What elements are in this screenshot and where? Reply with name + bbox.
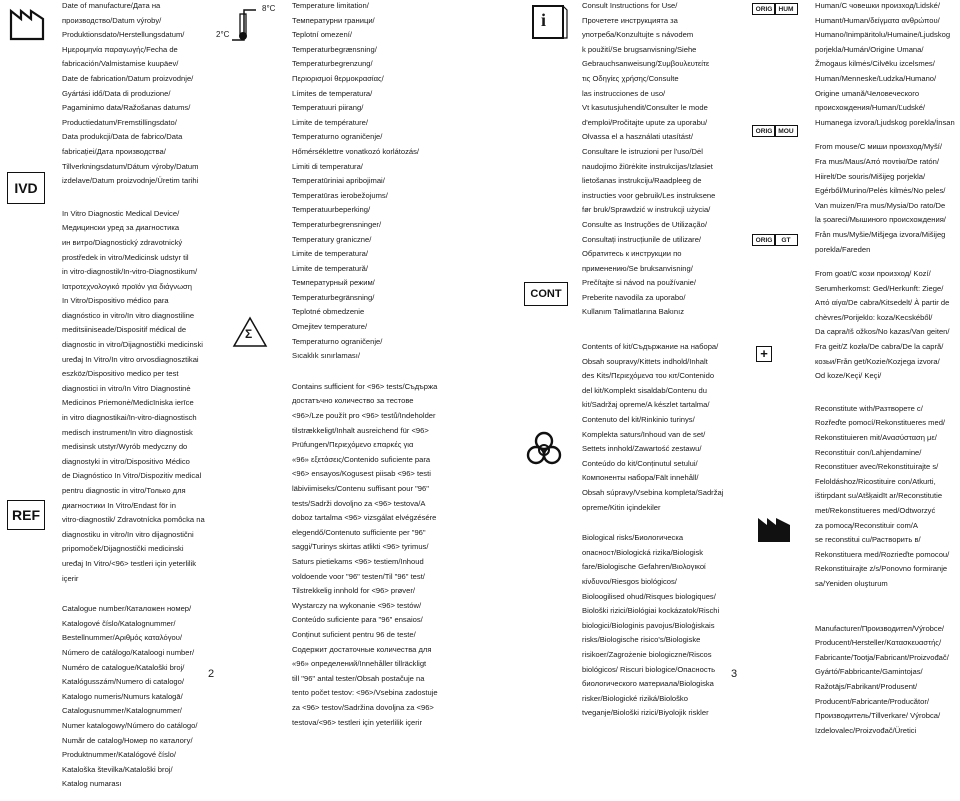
text-line: Humanega izvora/Ljudskog porekla/İnsan — [815, 117, 955, 127]
text-line: ištirpdant su/Atšķaidīt ar/Reconstitutie — [815, 491, 943, 501]
text-line: In Vitro/Dispositivo médico para — [62, 296, 169, 306]
text-line: za <96> testov/Sadržina dovoljna za <96> — [292, 702, 434, 712]
text-line: läbiviimiseks/Contenu suffisant pour "96" — [292, 484, 429, 493]
text-line: Serumherkomst: Ged/Herkunft: Ziege/ — [815, 283, 944, 293]
text-line: Van muizen/Fra mus/Mysia/Do rato/De — [815, 200, 946, 210]
text-line: uređaj In Vitro/<96> testleri için yeterlilik — [62, 558, 197, 568]
text-line: Human/С човешки произход/Lidské/ — [815, 1, 940, 10]
text-line: диагностики In Vitro/Endast för in — [62, 500, 176, 510]
text-line: Temperatūriniai apribojimai/ — [292, 176, 385, 186]
text-line: Bioloogilised ohud/Risques biologiques/ — [582, 591, 716, 601]
text-line: ин витро/Diagnostický zdravotnický — [62, 237, 183, 247]
text-line: производство/Datum výroby/ — [62, 15, 162, 25]
biohazard-icon — [523, 430, 565, 470]
orig-hum-tag — [752, 3, 776, 15]
text-line: Hőmérséklettre vonatkozó korlátozás/ — [292, 146, 420, 156]
text-line: Fra mus/Maus/Από ποντίκι/De ratón/ — [815, 156, 939, 166]
text-line: Data produkcji/Data de fabrico/Data — [62, 132, 183, 142]
column-page2-right — [292, 0, 464, 739]
text-line: elegendő/Contenuto sufficiente per "96" — [292, 527, 426, 537]
text-line: Producent/Fabricante/Producător/ — [815, 696, 929, 706]
text-line: opreme/Kitin içindekiler — [582, 502, 661, 512]
orig-label: ORIG — [755, 127, 773, 135]
text-line: Sıcaklık sınırlaması/ — [292, 351, 360, 361]
text-line: Feloldáshoz/Ricostituire con/Atkurti, — [815, 476, 936, 486]
cont-label: CONT — [530, 288, 562, 300]
text-line: Număr de catalog/Номер по каталогу/ — [62, 735, 193, 745]
gt-label: GT — [781, 236, 791, 244]
text-line: Tillverkningsdatum/Dátum výroby/Datum — [62, 161, 199, 171]
text-line: Bestellnummer/Αριθμός καταλόγου/ — [62, 633, 182, 643]
text-line: biológicos/ Riscuri biologice/Опасность — [582, 664, 716, 674]
text-line: Número de catálogo/Katalоogi number/ — [62, 647, 195, 657]
text-line: <96>/Lze použít pro <96> testů/Indeholder — [292, 411, 436, 421]
text-line: <96> ensayos/Kogusest piisab <96> testi — [292, 469, 431, 479]
sigma-label: Σ — [245, 327, 253, 341]
ivd-symbol — [7, 172, 45, 204]
text-line: Saturs pietiekams <96> testiem/Inhoud — [292, 556, 424, 566]
text-line: medisinsk utstyr/Wyrób medyczny do — [62, 442, 188, 452]
text-line: prostředek in vitro/Medicinsk udstyr til — [62, 252, 189, 262]
text-block — [62, 602, 214, 792]
text-line: Settets innhold/Zawartość zestawu/ — [582, 444, 702, 454]
text-line: Temperaturno ograničenje/ — [292, 132, 383, 142]
orig-label: ORIG — [755, 236, 773, 244]
page-number-2: 2 — [208, 668, 215, 680]
text-line: Температурный режим/ — [292, 278, 375, 288]
info-letter: i — [541, 10, 547, 30]
text-line: de Diagnóstico In Vitro/Dispozitiv medical — [62, 471, 202, 481]
text-block — [815, 0, 960, 130]
text-line: Katalogové číslo/Katalognummer/ — [62, 618, 176, 628]
text-line: Katalógusszám/Numero di catalogo/ — [62, 677, 184, 687]
text-line: Rekonstituieren mit/Ανασύσταση με/ — [815, 433, 937, 443]
text-line: Από αίγα/De cabra/Kitsedelt/ À partir de — [815, 298, 950, 308]
text-line: pentru diagnostic in vitro/Только для — [62, 486, 186, 495]
text-line: Περιορισμοί θερμοκρασίας/ — [292, 73, 384, 83]
text-line: se reconstitui cu/Растворить в/ — [815, 535, 921, 545]
text-line: d'emploi/Pročitajte upute za uporabu/ — [582, 117, 708, 127]
text-line: Prečítajte si návod na používanie/ — [582, 278, 696, 288]
text-line: Temperatuurbeperking/ — [292, 205, 371, 215]
text-line: sa/Yeniden oluşturum — [815, 578, 888, 588]
text-block — [815, 267, 960, 384]
mou-tag — [774, 125, 798, 137]
text-line: Producent/Hersteller/Κατασκευαστής/ — [815, 638, 942, 648]
text-line: Температурни граници/ — [292, 15, 375, 25]
text-line: Conteúdo suficiente para "96" ensaios/ — [292, 615, 423, 625]
text-line: za pomocą/Reconstituir com/A — [815, 520, 918, 530]
text-block — [62, 0, 214, 189]
manufacturer-icon — [756, 514, 792, 544]
text-line: porekla/Fareden — [815, 244, 871, 254]
text-line: testova/<96> testleri için yeterlilik içerir — [292, 717, 422, 727]
text-line: Teplotné obmedzenie — [292, 307, 365, 317]
text-line: Temperaturbegrensninger/ — [292, 219, 382, 229]
text-line: met/Rekonstitueres med/Odtworzyć — [815, 506, 936, 515]
text-line: Rozřeďte pomocí/Rekonstitueres med/ — [815, 418, 946, 428]
mou-label: MOU — [778, 127, 794, 135]
text-line: in vitro diagnostikai/In-vitro-diagnostisch — [62, 413, 197, 423]
text-line: применению/Se bruksanvisning/ — [582, 263, 693, 273]
column-page3-left — [582, 0, 742, 730]
text-block — [815, 622, 960, 739]
text-line: Date de fabrication/Datum proizvodnje/ — [62, 73, 194, 83]
text-line: diagnostyki in vitro/Dispositivo Médico — [62, 456, 190, 466]
text-line: vitro-diagnostik/ Zdravotnícka pomôcka na — [62, 515, 205, 525]
text-line: Temperatūras ierobežojums/ — [292, 190, 388, 200]
text-block — [815, 402, 960, 592]
text-line: Tilstrekkelig innhold for <96> prøver/ — [292, 586, 415, 596]
text-line: Human/Menneske/Ludzka/Humano/ — [815, 73, 937, 83]
text-line: Prüfungen/Περιεχόμενο επαρκές για — [292, 440, 414, 450]
text-line: Pagaminimo data/Ražošanas datums/ — [62, 103, 191, 113]
text-line: Katalogo numeris/Numurs katalogā/ — [62, 691, 183, 701]
reconstitute-symbol — [756, 346, 772, 362]
orig-gt-tag — [752, 234, 776, 246]
text-line: Consult Instructions for Use/ — [582, 1, 678, 10]
text-line: la șoareci/Мышиного происхождения/ — [815, 215, 946, 225]
text-line: достатъчно количество за тестове — [292, 396, 414, 406]
text-line: Productiedatum/Fremstillingsdato/ — [62, 117, 177, 127]
text-line: instructies voor gebruik/Les instruksene — [582, 190, 716, 200]
text-line: Производитель/Tillverkare/ Výrobca/ — [815, 711, 941, 721]
text-line: Содержит достаточные количества для — [292, 644, 432, 654]
text-line: Od koze/Keçi/ Keçi/ — [815, 371, 882, 381]
text-line: опасност/Biologická rizika/Biologisk — [582, 547, 704, 557]
text-line: fabricației/Дата производства/ — [62, 146, 166, 156]
text-line: risks/Biologische risico's/Biologiske — [582, 635, 701, 645]
text-line: Consultare le istruzioni per l'uso/Dėl — [582, 146, 703, 156]
text-line: Ražotājs/Fabrikant/Produsent/ — [815, 681, 918, 691]
text-line: içerir — [62, 573, 79, 583]
text-line: Humano/Inimpäritolu/Humaine/Ljudskog — [815, 30, 951, 40]
text-line: diagnostiku in vitro/In vitro dijagnostični — [62, 529, 194, 539]
temperature-high-label: 8°C — [262, 4, 276, 13]
text-line: Temperatury graniczne/ — [292, 234, 372, 244]
ref-symbol — [7, 500, 45, 530]
text-line: uređaj In Vitro/In vitro orvosdiagnosztikai — [62, 354, 199, 364]
text-line: Temperaturbegrænsning/ — [292, 44, 377, 54]
text-line: Från mus/Myšie/Mišjega izvora/Mišijeg — [815, 229, 946, 239]
text-line: Catalogue number/Каталожен номер/ — [62, 604, 192, 614]
text-block — [62, 207, 214, 586]
text-line: Numéro de catalogue/Kataloški broj/ — [62, 662, 185, 672]
text-line: Limite de température/ — [292, 117, 368, 127]
text-line: diagnostic in vitro/Dijagnostički medicinski — [62, 340, 203, 350]
text-line: κίνδυνοι/Riesgos biológicos/ — [582, 576, 677, 586]
text-line: τις Οδηγίες χρήσης/Consulte — [582, 73, 679, 83]
text-line: Rekonstituera med/Rozrieďte pomocou/ — [815, 549, 950, 559]
text-line: Медицински уред за диагностика — [62, 223, 180, 233]
text-block — [582, 0, 742, 320]
text-line: Temperaturbegränsning/ — [292, 292, 375, 302]
orig-label: ORIG — [755, 5, 773, 13]
text-line: Reconstituir con/Lahjendamine/ — [815, 447, 922, 457]
text-line: Temperaturbegrenzung/ — [292, 59, 373, 69]
text-line: Fra geit/Z kozła/De cabra/De la capră/ — [815, 342, 944, 352]
info-book-icon — [525, 4, 571, 40]
text-line: Contains sufficient for <96> tests/Съдържа — [292, 381, 438, 391]
text-line: In Vitro Diagnostic Medical Device/ — [62, 208, 180, 218]
text-line: naudojimo žiūrėkite instrukcijas/Izlasiet — [582, 161, 713, 171]
text-line: tento počet testov: <96>/Vsebina zadostuje — [292, 688, 438, 698]
text-line: tests/Sadrži dovoljno za <96> testova/A — [292, 498, 426, 508]
text-block — [292, 0, 464, 364]
hum-label: HUM — [778, 5, 794, 13]
text-line: Teplotní omezení/ — [292, 30, 352, 40]
text-line: diagnóstico in vitro/In vitro diagnostiline — [62, 310, 195, 320]
text-line: tveganje/Biološki rizici/Biyolojik riskler — [582, 708, 709, 718]
text-line: Limite de temperatura/ — [292, 249, 368, 259]
text-line: Conținut suficient pentru 96 de teste/ — [292, 629, 416, 639]
text-line: Temperature limitation/ — [292, 1, 369, 10]
text-line: Egérből/Murino/Pelės kilmės/No peles/ — [815, 186, 946, 196]
text-line: meditsiiniseade/Dispositif médical de — [62, 325, 187, 335]
orig-mou-tag — [752, 125, 776, 137]
text-line: Biološki rizici/Biológiai kockázatok/Rischi — [582, 606, 720, 616]
text-line: Contenuto del kit/Rinkinio turinys/ — [582, 415, 695, 425]
text-line: Límites de temperatura/ — [292, 88, 373, 98]
text-line: Gyártási idő/Data di produzione/ — [62, 88, 171, 98]
text-line: Omejitev temperature/ — [292, 322, 368, 332]
text-line: употреба/Konzultujte s návodem — [582, 30, 694, 40]
text-line: Limiti di temperatura/ — [292, 161, 363, 171]
text-line: doboz tartalma <96> vizsgálat elvégzésére — [292, 513, 437, 523]
hum-tag — [774, 3, 798, 15]
text-line: Žmogaus kilmės/Cilvēku izcelsmes/ — [815, 59, 935, 69]
text-block — [815, 140, 960, 257]
text-line: биологического материала/Biologiska — [582, 679, 714, 689]
text-line: From mouse/С миши произход/Myší/ — [815, 142, 942, 152]
text-line: Reconstituer avec/Rekonstituirajte s/ — [815, 462, 939, 472]
text-line: Obsah súpravy/Vsebina kompleta/Sadržaj — [582, 488, 724, 497]
column-page3-right — [815, 0, 960, 747]
temperature-low-label: 2°C — [216, 30, 230, 39]
text-line: Ιατροτεχνολογικό προϊόν για διάγνωση — [62, 281, 192, 291]
text-line: Consultați instrucțiunile de utilizare/ — [582, 234, 702, 244]
text-line: Contents of kit/Съдържание на набора/ — [582, 342, 719, 352]
text-line: Gyártó/Fabbricante/Gamintojas/ — [815, 667, 923, 677]
text-line: porjekla/Humán/Origine Umana/ — [815, 44, 924, 54]
text-line: Fabricante/Tootja/Fabricant/Proizvođač/ — [815, 652, 949, 662]
text-line: Consulte as Instruções de Utilização/ — [582, 219, 707, 229]
text-line: kit/Sadržaj opreme/A készlet tartalma/ — [582, 400, 710, 410]
text-line: Temperatuuri piirang/ — [292, 103, 364, 113]
text-line: lietošanas instrukciju/Raadpleeg de — [582, 176, 702, 186]
text-line: Numer katalogowy/Número do catálogo/ — [62, 720, 198, 730]
text-line: Olvassa el a használati utasítást/ — [582, 132, 694, 142]
text-line: Produktnummer/Katalógové číslo/ — [62, 750, 176, 760]
text-line: del kit/Komplekt sisaldab/Contenu du — [582, 385, 707, 395]
ref-label: REF — [12, 507, 40, 523]
text-line: k použití/Se brugsanvisning/Siehe — [582, 44, 697, 54]
text-line: козьи/Från get/Kozie/Kozjega izvora/ — [815, 356, 940, 366]
text-line: des Kits/Περιεχόμενα του κιτ/Contenido — [582, 371, 715, 381]
text-line: Manufacturer/Производител/Výrobce/ — [815, 623, 945, 633]
factory-icon — [8, 6, 46, 42]
text-line: «96» εξετάσεις/Contenido suficiente para — [292, 454, 431, 464]
text-line: Humant/Human/δείγματα ανθρώπου/ — [815, 15, 940, 25]
text-line: før bruk/Sprawdzić w instrukcji użycia/ — [582, 205, 711, 215]
column-page2-left — [62, 0, 214, 801]
text-line: Wystarczy na wykonanie <96> testów/ — [292, 600, 422, 610]
text-line: Da capra/Iš ožkos/No kazas/Van geiten/ — [815, 327, 950, 337]
text-line: saggi/Turinys skirtas atlikti <96> tyrimus/ — [292, 542, 429, 552]
text-line: Date of manufacture/Дата на — [62, 1, 161, 10]
text-line: medisch instrument/In vitro diagnostisk — [62, 427, 193, 437]
text-line: Gebrauchsanweisung/Συμβουλευτείτε — [582, 59, 710, 69]
text-line: fabricación/Valmistamise kuupäev/ — [62, 59, 179, 69]
text-line: risikoer/Zagrożenie biologiczne/Riscos — [582, 649, 712, 659]
text-line: Kullanım Talimatlarına Bakınız — [582, 307, 684, 317]
text-line: Origine umană/Человеческого — [815, 88, 920, 98]
text-line: diagnostici in vitro/In Vitro Diagnostinė — [62, 383, 191, 393]
text-line: Kataloška številka/Kataloški broj/ — [62, 764, 173, 774]
text-line: Temperaturno ograničenje/ — [292, 336, 383, 346]
text-line: till "96" antal tester/Obsah postačuje na — [292, 673, 425, 683]
text-line: «96» определений/Innehåller tillräckligt — [292, 659, 427, 669]
gt-tag — [774, 234, 798, 246]
text-line: izdelave/Datum proizvodnje/Üretim tarihi — [62, 176, 199, 186]
text-line: From goat/С кози произход/ Kozí/ — [815, 269, 931, 279]
text-line: biologici/Biologinis pavojus/Bioloģiskais — [582, 620, 715, 630]
text-line: Компоненты набора/Fält innehåll/ — [582, 473, 699, 483]
page-number-3: 3 — [731, 668, 738, 680]
text-line: Preberite navodila za uporabo/ — [582, 292, 686, 302]
text-line: Limite de temperatură/ — [292, 263, 368, 273]
text-line: in vitro-diagnostik/In-vitro-Diagnostikum/ — [62, 267, 198, 277]
text-line: Izdelovalec/Proizvođač/Üretici — [815, 725, 917, 735]
text-line: Catalogusnummer/Katalognummer/ — [62, 706, 182, 716]
text-block — [582, 531, 742, 721]
text-line: Biological risks/Биологическа — [582, 533, 684, 543]
text-line: risker/Biologické riziká/Biološko — [582, 693, 688, 703]
text-line: Ημερομηνία παραγωγής/Fecha de — [62, 44, 178, 54]
text-line: Rekonstituirajte z/s/Ponovno formiranje — [815, 564, 948, 574]
text-line: Conteúdo do kit/Conținutul setului/ — [582, 458, 698, 468]
text-line: chèvres/Porijeklo: koza/Kecskéből/ — [815, 312, 933, 322]
text-line: fare/Biologische Gefahren/Βιολογικοί — [582, 562, 706, 572]
text-line: tilstrækkeligt/Inhalt ausreichend für <96> — [292, 425, 429, 435]
text-line: voldoende voor "96" testen/Til "96" test/ — [292, 571, 425, 581]
text-line: Medicinos Priemonė/Medicīniska ierīce — [62, 398, 194, 408]
ivd-label: IVD — [14, 180, 38, 196]
text-block — [582, 340, 742, 515]
text-line: Прочетете инструкцията за — [582, 15, 678, 25]
text-line: происхождения/Human/Ľudské/ — [815, 103, 926, 113]
text-line: Obsah soupravy/Kittets indhold/Inhalt — [582, 356, 708, 366]
text-line: Komplekta saturs/Inhoud van de set/ — [582, 429, 706, 439]
text-line: Produktionsdato/Herstellungsdatum/ — [62, 30, 185, 40]
text-line: pripomoček/Dijagnostički medicinski — [62, 544, 184, 554]
text-line: las instrucciones de uso/ — [582, 88, 666, 98]
text-line: Vt kasutusjuhendit/Consulter le mode — [582, 103, 708, 113]
cont-symbol — [524, 282, 568, 306]
text-line: Katalog numarası — [62, 779, 122, 789]
text-line: Hiirelt/De souris/Mišijeg porjekla/ — [815, 171, 926, 181]
text-line: Reconstitute with/Разтворете с/ — [815, 403, 923, 413]
plus-label: + — [760, 346, 768, 361]
text-line: Обратитесь к инструкции по — [582, 249, 682, 259]
text-line: eszköz/Dispositivo medico per test — [62, 369, 179, 379]
